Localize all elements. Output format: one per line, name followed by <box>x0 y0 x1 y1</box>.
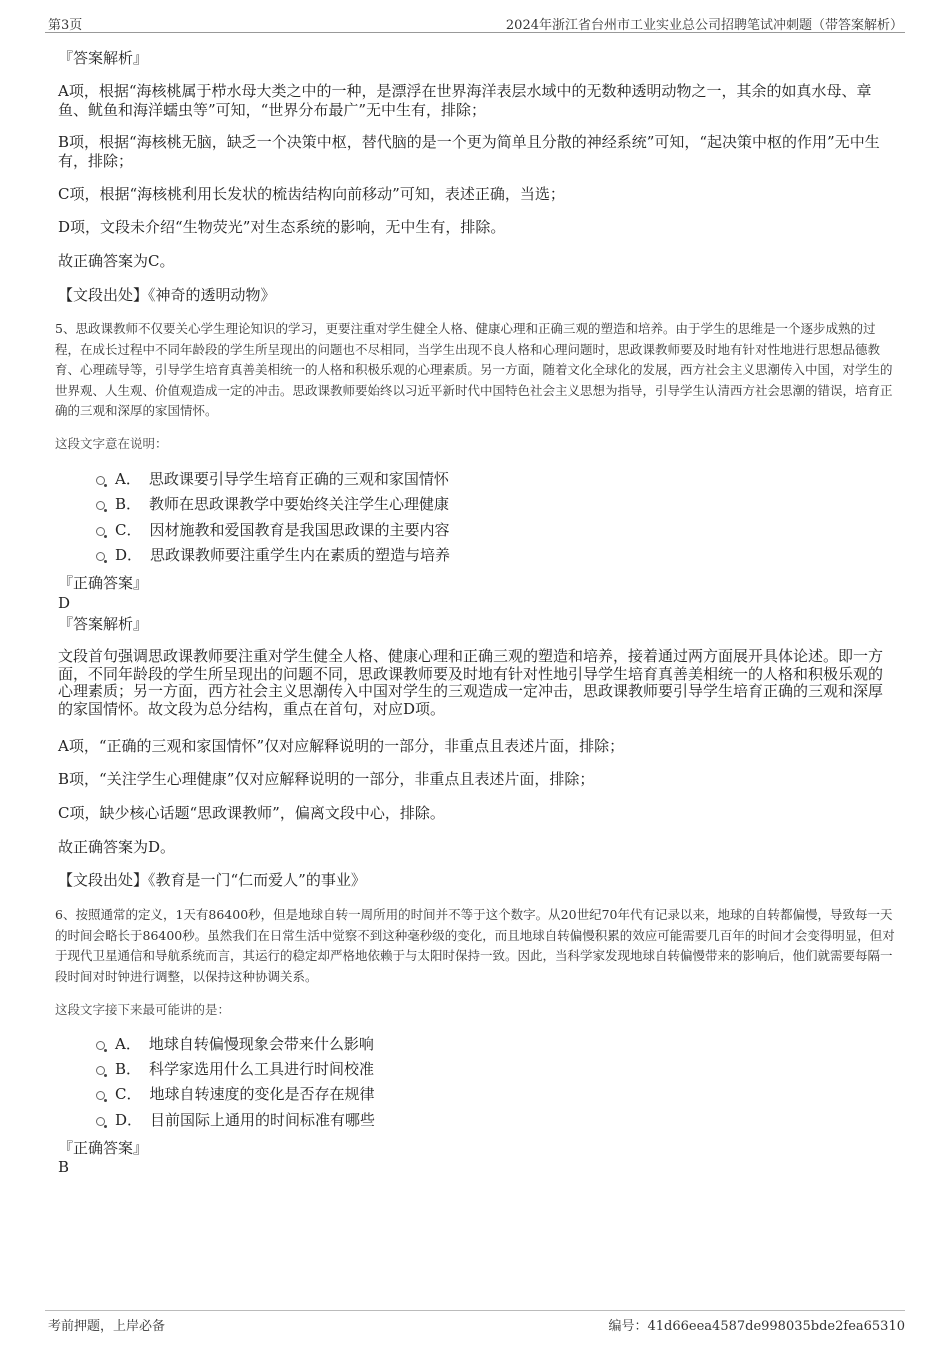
option-letter: A． <box>115 1035 141 1053</box>
analysis-option-d: D项，文段未介绍“生物荧光”对生态系统的影响，无中生有，排除。 <box>58 218 506 236</box>
correct-answer-label: 『正确答案』 <box>58 1139 149 1157</box>
question-6-stem: 6、按照通常的定义，1天有86400秒，但是地球自转一周所用的时间并不等于这个数字。从20世纪70年代有记录以来，地球的自转都偏慢，导致每一天的时间会略长于86400秒。虽然我们在日常生活中觉察不到这种毫秒级的变化，而且地球自转偏慢积累的效应可能需要几百年的时间才会变得明显，但对于现代卫星通信和导航系统而言，其运行的稳定却严格地依赖于与太阳时保持一致。因此，当科学家发现地球自转偏慢带来的影响后，他们就需要每隔一段时间对时钟进行调整，以保持这种协调关系。 <box>55 907 895 984</box>
option-text: 地球自转偏慢现象会带来什么影响 <box>148 1035 374 1053</box>
document-title: 2024年浙江省台州市工业实业总公司招聘笔试冲刺题（带答案解析） <box>505 18 903 33</box>
analysis-option-b: B项，“关注学生心理健康”仅对应解释说明的一部分，非重点且表述片面，排除； <box>58 770 595 788</box>
question-5-option-b[interactable] <box>96 494 449 514</box>
question-6-option-a[interactable] <box>96 1034 374 1054</box>
analysis-option-c: C项，根据“海核桃利用长发状的梳齿结构向前移动”可知，表述正确，当选； <box>58 185 565 203</box>
option-text: 教师在思政课教学中要始终关注学生心理健康 <box>149 495 450 513</box>
radio-icon[interactable] <box>96 1066 105 1075</box>
radio-icon[interactable] <box>96 1041 105 1050</box>
option-text: 因材施教和爱国教育是我国思政课的主要内容 <box>149 521 450 539</box>
analysis-option-a: A项，根据“海核桃属于栉水母大类之中的一种，是漂浮在世界海洋表层水域中的无数种透明动物之一，其余的如真水母、章鱼、鱿鱼和海洋蠕虫等”可知，“世界分布最广”无中生有，排除； <box>58 82 872 119</box>
radio-icon[interactable] <box>96 527 105 536</box>
page-footer <box>45 1310 905 1336</box>
option-letter: D． <box>115 1111 143 1129</box>
radio-icon[interactable] <box>96 501 105 510</box>
radio-icon[interactable] <box>96 1091 105 1100</box>
correct-answer: B <box>58 1158 70 1176</box>
option-letter: B． <box>115 1060 142 1078</box>
option-text: 思政课要引导学生培育正确的三观和家国情怀 <box>148 470 449 488</box>
option-letter: C． <box>115 1085 142 1103</box>
correct-answer-label: 『正确答案』 <box>58 574 149 592</box>
source-citation: 【文段出处】《神奇的透明动物》 <box>58 286 276 304</box>
document-id: 编号：41d66eea4587de998035bde2fea65310 <box>608 1319 905 1334</box>
option-text: 地球自转速度的变化是否存在规律 <box>149 1085 375 1103</box>
analysis-option-c: C项，缺少核心话题“思政课教师”，偏离文段中心，排除。 <box>58 804 445 822</box>
analysis-conclusion: 故正确答案为D。 <box>58 838 176 856</box>
question-6-option-b[interactable] <box>96 1059 374 1079</box>
footer-slogan: 考前押题，上岸必备 <box>48 1319 166 1334</box>
option-text: 思政课教师要注重学生内在素质的塑造与培养 <box>150 546 451 564</box>
option-letter: D． <box>115 546 143 564</box>
question-6-option-c[interactable] <box>96 1084 375 1104</box>
analysis-label: 『答案解析』 <box>58 615 149 633</box>
analysis-conclusion: 故正确答案为C。 <box>58 252 175 270</box>
option-letter: C． <box>115 521 142 539</box>
option-text: 科学家选用什么工具进行时间校准 <box>149 1060 375 1078</box>
question-6-lead: 这段文字接下来最可能讲的是： <box>55 1002 231 1017</box>
question-5-lead: 这段文字意在说明： <box>55 436 168 451</box>
radio-icon[interactable] <box>96 1117 105 1126</box>
page-header <box>45 10 905 33</box>
question-5-option-d[interactable] <box>96 545 450 565</box>
option-letter: B． <box>115 495 142 513</box>
analysis-option-b: B项，根据“海核桃无脑，缺乏一个决策中枢，替代脑的是一个更为简单且分散的神经系统”可知，“起决策中枢的作用”无中生有，排除； <box>58 133 880 170</box>
page-number: 第3页 <box>48 18 83 33</box>
question-5-option-c[interactable] <box>96 520 450 540</box>
analysis-option-a: A项，“正确的三观和家国情怀”仅对应解释说明的一部分，非重点且表述片面，排除； <box>58 737 625 755</box>
correct-answer: D <box>58 594 71 612</box>
question-6-option-d[interactable] <box>96 1110 375 1130</box>
radio-icon[interactable] <box>96 552 105 561</box>
analysis-body: 文段首句强调思政课教师要注重对学生健全人格、健康心理和正确三观的塑造和培养，接着通过两方面展开具体论述。即一方面，不同年龄段的学生所呈现出的问题不同，思政课教师要及时地有针对性地引导学生培育真善美相统一的人格和积极乐观的心理素质；另一方面，西方社会主义思潮传入中国对学生的三观造成一定冲击，思政课教师要引导学生培育正确的三观和深厚的家国情怀。故文段为总分结构，重点在首句，对应D项。 <box>58 647 884 718</box>
radio-icon[interactable] <box>96 476 105 485</box>
question-5-option-a[interactable] <box>96 469 449 489</box>
option-letter: A． <box>115 470 141 488</box>
source-citation: 【文段出处】《教育是一门“仁而爱人”的事业》 <box>58 871 366 889</box>
option-text: 目前国际上通用的时间标准有哪些 <box>150 1111 376 1129</box>
analysis-label: 『答案解析』 <box>58 49 149 67</box>
question-5-stem: 5、思政课教师不仅要关心学生理论知识的学习，更要注重对学生健全人格、健康心理和正确三观的塑造和培养。由于学生的思维是一个逐步成熟的过程，在成长过程中不同年龄段的学生所呈现出的问题也不尽相同，当学生出现不良人格和心理问题时，思政课教师要及时地有针对性地进行思想品德教育、心理疏导等，引导学生培育真善美相统一的人格和积极乐观的心理素质。另一方面，随着文化全球化的发展，西方社会主义思潮传入中国，对学生的世界观、人生观、价值观造成一定的冲击。思政课教师要始终以习近平新时代中国特色社会主义思想为指导，引导学生认清西方社会思潮的错误，培育正确的三观和深厚的家国情怀。 <box>55 321 893 418</box>
